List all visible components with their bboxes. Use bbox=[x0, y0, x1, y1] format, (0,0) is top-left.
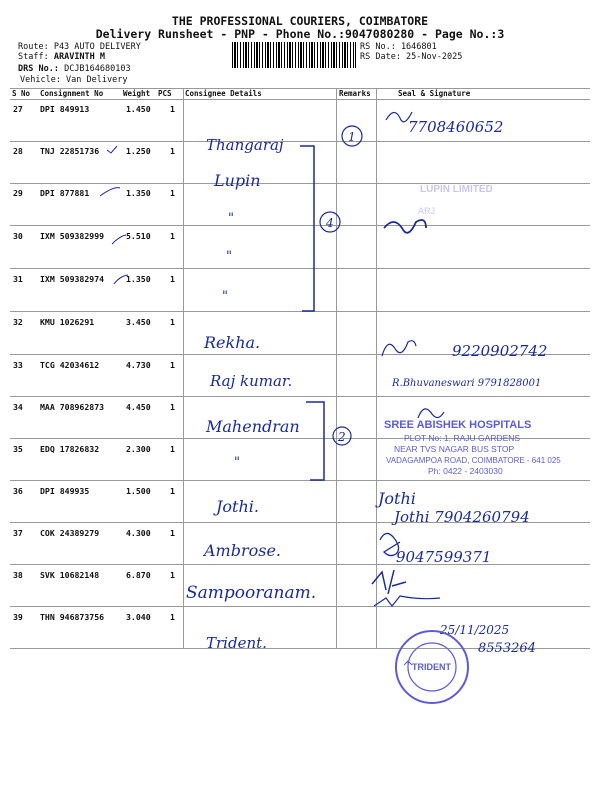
remark-circle bbox=[320, 212, 340, 232]
cell-weight: 3.040 bbox=[126, 612, 151, 622]
stamp-text: VADAGAMPOA ROAD, COIMBATORE - 641 025 bbox=[386, 456, 561, 465]
signature-scrawl bbox=[380, 533, 400, 555]
drs-line bbox=[18, 64, 131, 74]
consignee-name: Raj kumar. bbox=[210, 372, 293, 390]
stamp-text: NEAR TVS NAGAR BUS STOP bbox=[394, 444, 515, 454]
row-rule bbox=[10, 311, 590, 312]
col-header-remarks: Remarks bbox=[339, 89, 371, 98]
cell-consignment: DPI 849935 bbox=[40, 486, 90, 496]
signature-phone: 9220902742 bbox=[452, 342, 548, 360]
rs-date: RS Date: 25-Nov-2025 bbox=[360, 52, 463, 62]
cell-pcs: 1 bbox=[170, 188, 175, 198]
row-rule bbox=[10, 225, 590, 226]
col-header-pcs: PCS bbox=[158, 89, 172, 98]
consignee-name: Mahendran bbox=[206, 417, 300, 436]
cell-pcs: 1 bbox=[170, 274, 175, 284]
signature-scrawl bbox=[384, 220, 426, 233]
staff-label: Staff: bbox=[18, 52, 49, 62]
cell-sno: 29 bbox=[13, 188, 23, 198]
cell-pcs: 1 bbox=[170, 528, 175, 538]
consignee-handwriting bbox=[186, 136, 316, 652]
drs-value: DCJB164680103 bbox=[64, 64, 131, 74]
row-rule bbox=[10, 648, 590, 649]
cell-sno: 35 bbox=[13, 444, 23, 454]
cell-sno: 38 bbox=[13, 570, 23, 580]
document-subtitle: Delivery Runsheet - PNP - Phone No.:9047080280 - Page No.:3 bbox=[95, 27, 505, 41]
row-rule bbox=[10, 354, 590, 355]
cell-sno: 31 bbox=[13, 274, 23, 284]
cell-consignment: TNJ 22851736 bbox=[40, 146, 100, 156]
stamp-text: Ph: 0422 - 2403030 bbox=[428, 466, 503, 476]
cell-weight: 2.300 bbox=[126, 444, 151, 454]
stamp-text: PLOT No: 1, RAJU GARDENS bbox=[404, 433, 521, 443]
row-rule bbox=[10, 606, 590, 607]
cell-consignment: THN 946873756 bbox=[40, 612, 105, 622]
cell-pcs: 1 bbox=[170, 444, 175, 454]
staff-line bbox=[18, 52, 105, 62]
cell-weight: 4.730 bbox=[126, 360, 151, 370]
signature-name-phone: R.Bhuvaneswari 9791828001 bbox=[392, 378, 542, 389]
signature-scrawl bbox=[386, 112, 412, 122]
cell-consignment: IXM 509382974 bbox=[40, 274, 105, 284]
cell-weight: 3.450 bbox=[126, 317, 151, 327]
group-bracket bbox=[300, 146, 314, 311]
cell-consignment: KMU 1026291 bbox=[40, 317, 95, 327]
cell-sno: 30 bbox=[13, 231, 23, 241]
remark-number: 1 bbox=[348, 130, 356, 144]
cell-pcs: 1 bbox=[170, 612, 175, 622]
row-rule bbox=[10, 268, 590, 269]
staff-value: ARAVINTH M bbox=[53, 52, 106, 62]
row-rule bbox=[10, 522, 590, 523]
signature-phone: 7708460652 bbox=[408, 118, 504, 136]
cell-pcs: 1 bbox=[170, 486, 175, 496]
row-rule bbox=[10, 564, 590, 565]
signature-scrawl bbox=[372, 570, 406, 594]
tick-mark bbox=[112, 235, 126, 244]
cell-weight: 1.350 bbox=[126, 274, 151, 284]
cell-pcs: 1 bbox=[170, 317, 175, 327]
remark-circle bbox=[342, 126, 362, 146]
seal-outer-ring bbox=[396, 631, 468, 703]
cell-consignment: COK 24389279 bbox=[40, 528, 100, 538]
trident-logo-icon bbox=[404, 661, 412, 671]
row-rule bbox=[10, 438, 590, 439]
cell-consignment: TCG 42034612 bbox=[40, 360, 100, 370]
ditto-mark: " bbox=[226, 249, 232, 264]
stamp-text: ARJ bbox=[418, 206, 436, 216]
signature-scrawl bbox=[374, 596, 440, 606]
stamp-text: LUPIN LIMITED bbox=[420, 184, 493, 195]
cell-pcs: 1 bbox=[170, 402, 175, 412]
cell-weight: 5.510 bbox=[126, 231, 151, 241]
remark-number: 2 bbox=[338, 430, 346, 444]
cell-weight: 4.300 bbox=[126, 528, 151, 538]
ditto-mark: " bbox=[228, 211, 234, 226]
seal-inner-ring bbox=[408, 643, 456, 691]
signature-phone: 9047599371 bbox=[396, 548, 492, 566]
remark-number: 4 bbox=[326, 216, 334, 230]
document-title: THE PROFESSIONAL COURIERS, COIMBATORE bbox=[171, 14, 429, 28]
hospital-stamp bbox=[384, 409, 561, 476]
col-header-seal-signature: Seal & Signature bbox=[398, 89, 471, 98]
col-header-consignment: Consignment No bbox=[40, 89, 104, 98]
cell-pcs: 1 bbox=[170, 104, 175, 114]
table-rule bbox=[10, 99, 590, 100]
tick-mark bbox=[100, 188, 120, 196]
ditto-mark: " bbox=[222, 289, 228, 304]
cell-consignment: IXM 509382999 bbox=[40, 231, 105, 241]
col-header-consignee: Consignee Details bbox=[185, 89, 262, 98]
row-rule bbox=[10, 480, 590, 481]
cell-consignment: DPI 849913 bbox=[40, 104, 90, 114]
cell-sno: 37 bbox=[13, 528, 23, 538]
consignee-name: Trident. bbox=[206, 634, 267, 652]
group-bracket bbox=[306, 402, 324, 480]
signature-phone: Jothi 7904260794 bbox=[394, 508, 530, 526]
ditto-mark: " bbox=[234, 455, 240, 470]
tick-mark bbox=[107, 146, 117, 153]
seal-text: TRIDENT bbox=[412, 662, 451, 672]
consignee-name: Jothi. bbox=[216, 497, 259, 516]
barcode-image bbox=[232, 42, 356, 68]
cell-sno: 27 bbox=[13, 104, 23, 114]
trident-seal bbox=[396, 631, 468, 703]
cell-pcs: 1 bbox=[170, 570, 175, 580]
consignee-name: Rekha. bbox=[204, 333, 261, 352]
cell-weight: 6.870 bbox=[126, 570, 151, 580]
signature-name: Jothi bbox=[378, 489, 416, 508]
cell-consignment: DPI 877881 bbox=[40, 188, 90, 198]
signature-date: 25/11/2025 bbox=[440, 623, 510, 637]
stamp-text: SREE ABISHEK HOSPITALS bbox=[384, 419, 532, 431]
cell-pcs: 1 bbox=[170, 231, 175, 241]
row-rule bbox=[10, 141, 590, 142]
vehicle-line: Vehicle: Van Delivery bbox=[20, 75, 128, 85]
cell-weight: 1.250 bbox=[126, 146, 151, 156]
consignee-name: Ambrose. bbox=[204, 541, 282, 560]
cell-weight: 1.350 bbox=[126, 188, 151, 198]
cell-consignment: SVK 10682148 bbox=[40, 570, 100, 580]
cell-sno: 34 bbox=[13, 402, 23, 412]
row-rule bbox=[10, 183, 590, 184]
col-header-weight: Weight bbox=[123, 89, 151, 98]
cell-sno: 39 bbox=[13, 612, 23, 622]
cell-sno: 32 bbox=[13, 317, 23, 327]
signature-phone: 8553264 bbox=[478, 641, 536, 656]
drs-label: DRS No.: bbox=[18, 64, 59, 74]
signature-scrawl bbox=[418, 409, 444, 418]
cell-sno: 36 bbox=[13, 486, 23, 496]
row-rule bbox=[10, 396, 590, 397]
cell-pcs: 1 bbox=[170, 146, 175, 156]
cell-pcs: 1 bbox=[170, 360, 175, 370]
consignee-name: Lupin bbox=[214, 171, 261, 190]
cell-consignment: EDQ 17826832 bbox=[40, 444, 100, 454]
cell-weight: 1.500 bbox=[126, 486, 151, 496]
cell-sno: 28 bbox=[13, 146, 23, 156]
cell-sno: 33 bbox=[13, 360, 23, 370]
consignee-name: Sampooranam. bbox=[186, 583, 317, 603]
cell-weight: 4.450 bbox=[126, 402, 151, 412]
cell-weight: 1.450 bbox=[126, 104, 151, 114]
route-line: Route: P43 AUTO DELIVERY bbox=[18, 42, 141, 52]
rs-number: RS No.: 1646801 bbox=[360, 42, 437, 52]
consignee-name: Thangaraj bbox=[206, 136, 284, 154]
col-header-sno: S No bbox=[12, 89, 31, 98]
cell-consignment: MAA 708962873 bbox=[40, 402, 105, 412]
